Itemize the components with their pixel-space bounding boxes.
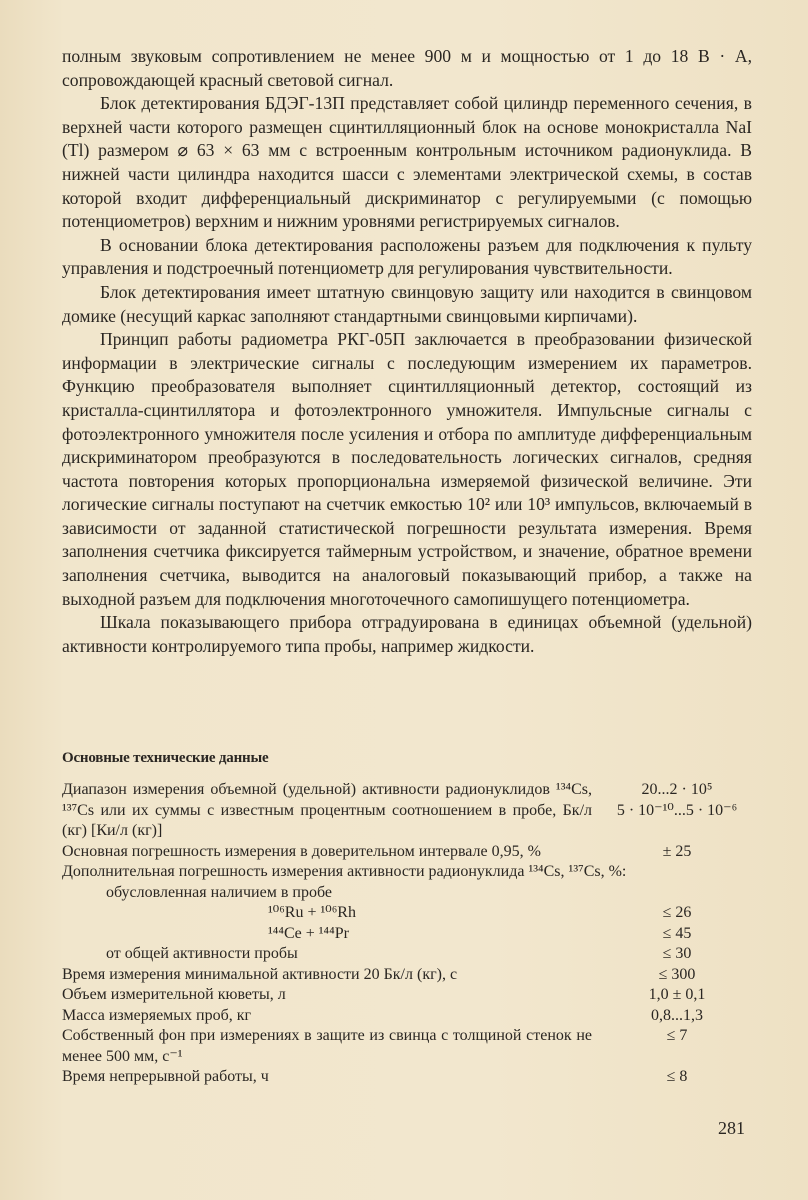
paragraph-1: полным звуковым сопротивлением не менее 900 м и мощностью от 1 до 18 В · А, сопровождающей красный световой сигнал.: [62, 46, 752, 90]
spec-value: 5 · 10⁻¹⁰...5 · 10⁻⁶: [616, 801, 738, 819]
spec-value: ≤ 30: [662, 945, 692, 962]
spec-label: от общей активности пробы: [106, 945, 298, 962]
spec-row-cuvette: [62, 985, 752, 1006]
spec-values: [602, 780, 752, 821]
paragraph-3: В основании блока детектирования расположены разъем для подключения к пульту управления и подстроечный потенциометр для регулирования чувствительности.: [62, 234, 752, 279]
spec-row-presence: [62, 883, 752, 904]
specs-heading: Основные технические данные: [62, 750, 269, 766]
spec-row-background: [62, 1026, 752, 1067]
spec-label: Объем измерительной кюветы, л: [62, 986, 286, 1003]
paragraph-2: Блок детектирования БДЭГ-13П представляет собой цилиндр переменного сечения, в верхней части которого размещен сцинтилляционный блок на основе монокристалла NaI (Tl) размером ⌀ 63 × 63 мм с встроенным контрольным источником радионуклида. В нижней части цилиндра находится шасси с элементами электрической схемы, в состав которой входит дифференциальный дискриминатор с регулируемыми (с помощью потенциометров) верхним и нижним уровнями регистрируемых сигналов.: [62, 93, 752, 232]
paragraph-5: Принцип работы радиометра РКГ-05П заключается в преобразовании физической информации в электрические сигналы с последующим измерением их параметров. Функцию преобразователя выполняет сцинтилляционный детектор, состоящий из кристалла-сцинтиллятора и фотоэлектронного умножителя. Импульсные сигналы с фотоэлектронного умножителя после усиления и отбора по амплитуде дифференциальным дискриминатором преобразуются в последовательность логических сигналов, средняя частота повторения которых пропорциональна измеряемой физической величине. Эти логические сигналы поступают на счетчик емкостью 10² или 10³ импульсов, включаемый в зависимости от заданной статистической погрешности результата измерения. Время заполнения счетчика фиксируется таймерным устройством, и значение, обратное времени заполнения счетчика, выводится на аналоговый показывающий прибор, а также на выходной разъем для подключения многоточечного самопишущего потенциометра.: [62, 329, 752, 609]
spec-value: 1,0 ± 0,1: [648, 986, 706, 1003]
paragraph-6: Шкала показывающего прибора отградуирована в единицах объемной (удельной) активности контролируемого типа пробы, например жидкости.: [62, 612, 752, 656]
spec-row-range: [62, 780, 752, 842]
body-text: [62, 45, 752, 658]
spec-value: ± 25: [662, 842, 692, 860]
spec-value: ≤ 26: [662, 904, 692, 921]
spec-row-min-time: [62, 965, 752, 986]
spec-value: ≤ 7: [666, 1027, 688, 1044]
spec-label: Время измерения минимальной активности 20 Бк/л (кг), с: [62, 965, 458, 983]
spec-row-basic-error: [62, 842, 752, 863]
spec-row-ru-rh: [62, 903, 752, 924]
page-number: 281: [718, 1118, 745, 1138]
spec-value: 20...2 · 10⁵: [641, 781, 713, 798]
paragraph-4: Блок детектирования имеет штатную свинцовую защиту или находится в свинцовом домике (несущий каркас заполняют стандартными свинцовыми кирпичами).: [62, 281, 752, 326]
spec-value: 0,8...1,3: [651, 1006, 703, 1024]
spec-label: ¹⁰⁶Ru + ¹⁰⁶Rh: [268, 904, 356, 921]
spec-label: обусловленная наличием в пробе: [106, 883, 332, 901]
spec-row-ce-pr: [62, 924, 752, 945]
spec-label: Собственный фон при измерениях в защите из свинца с толщиной стенок не менее 500 мм, с⁻¹: [62, 1027, 592, 1065]
spec-label: ¹⁴⁴Ce + ¹⁴⁴Pr: [268, 924, 349, 942]
spec-label: Дополнительная погрешность измерения активности радионуклида ¹³⁴Cs, ¹³⁷Cs, %:: [62, 863, 627, 880]
spec-label: Масса измеряемых проб, кг: [62, 1006, 252, 1024]
spec-row-continuous: [62, 1067, 752, 1088]
spec-value: ≤ 45: [662, 924, 692, 942]
spec-value: ≤ 300: [658, 965, 696, 983]
spec-row-total: [62, 944, 752, 965]
spec-label: Диапазон измерения объемной (удельной) активности радионуклидов ¹³⁴Cs, ¹³⁷Cs или их суммы с известным процентным соотношением в пробе, Бк/л (кг) [Ки/л (кг)]: [62, 781, 592, 839]
spec-label: Основная погрешность измерения в доверительном интервале 0,95, %: [62, 842, 541, 860]
spec-row-additional-error: [62, 862, 752, 883]
spec-label: Время непрерывной работы, ч: [62, 1068, 269, 1085]
spec-row-mass: [62, 1006, 752, 1027]
specs-table: [62, 780, 752, 1088]
spec-value: ≤ 8: [666, 1068, 688, 1085]
